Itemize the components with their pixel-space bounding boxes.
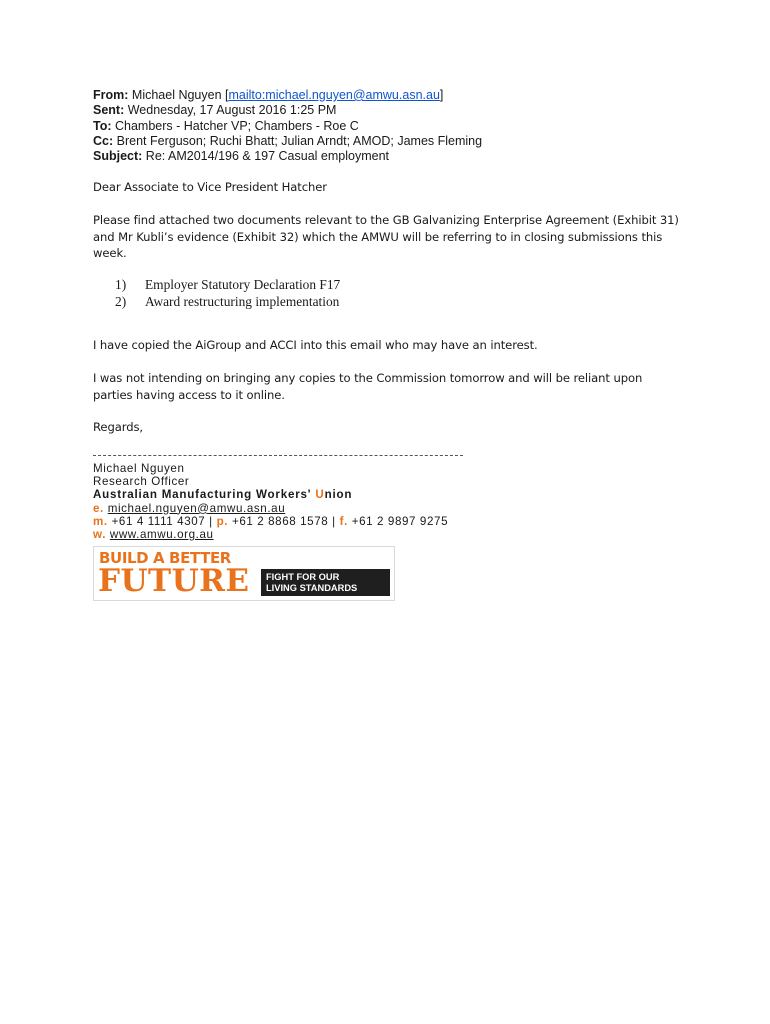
cc-label: Cc:	[93, 133, 114, 148]
signature-title: Research Officer	[93, 475, 190, 489]
signature-block	[93, 449, 513, 541]
signature-name: Michael Nguyen	[93, 462, 185, 475]
email-header	[93, 88, 713, 164]
from-mailto-link[interactable]: mailto:michael.nguyen@amwu.asn.au	[228, 88, 440, 102]
subject-value: Re: AM2014/196 & 197 Casual employment	[145, 149, 389, 164]
campaign-banner	[93, 546, 395, 601]
sent-label: Sent:	[93, 103, 125, 118]
attachment-list	[115, 277, 340, 310]
sent-value: Wednesday, 17 August 2016 1:25 PM	[127, 103, 337, 118]
web-label: w.	[93, 528, 107, 542]
greeting: Dear Associate to Vice President Hatcher	[93, 180, 327, 194]
paragraph-copied: I have copied the AiGroup and ACCI into this email who may have an interest.	[93, 338, 538, 352]
signature-email-line	[93, 502, 513, 515]
fax-number: +61 2 9897 9275	[351, 514, 449, 528]
signature-org: Australian Manufacturing Workers' Union	[93, 488, 353, 502]
to-value: Chambers - Hatcher VP; Chambers - Roe C	[115, 118, 359, 133]
subject-label: Subject:	[93, 149, 143, 164]
sent-line	[93, 103, 713, 118]
banner-future-text: FUTURE	[98, 563, 250, 599]
from-value: Michael Nguyen [	[131, 88, 229, 102]
website-link[interactable]: www.amwu.org.au	[109, 528, 214, 542]
to-label: To:	[93, 118, 112, 133]
list-text: Award restructuring implementation	[145, 293, 340, 309]
banner-fight-line2: LIVING STANDARDS	[266, 583, 358, 593]
from-line	[93, 88, 713, 103]
banner-build-text: BUILD A BETTER	[99, 549, 231, 567]
email-label: e.	[93, 501, 104, 515]
cc-line	[93, 134, 713, 149]
cc-value: Brent Ferguson; Ruchi Bhatt; Julian Arndt; AMOD; James Fleming	[116, 133, 483, 148]
list-number: 1)	[115, 277, 127, 292]
to-line	[93, 119, 713, 134]
mobile-number: +61 4 1111 4307	[111, 514, 206, 528]
from-label: From:	[93, 88, 129, 102]
paragraph-attachments: Please find attached two documents relevant to the GB Galvanizing Enterprise Agreement (Exhibit 31) and Mr Kubli’s evidence (Exhibit 32) which the AMWU will be referring to in closing submissions this week.	[93, 213, 679, 261]
phone-number: +61 2 8868 1578	[231, 514, 329, 528]
signature-email-link[interactable]: michael.nguyen@amwu.asn.au	[107, 501, 286, 515]
banner-fight-line1: FIGHT FOR OUR	[266, 572, 340, 582]
signature-web-line	[93, 528, 513, 541]
banner-fight-box	[261, 569, 390, 596]
list-text: Employer Statutory Declaration F17	[145, 277, 341, 292]
closing: Regards,	[93, 420, 143, 434]
signature-phone-line: m. +61 4 1111 4307 | p. +61 2 8868 1578 | f. +61 2 9897 9275	[93, 514, 449, 528]
from-close: ]	[439, 88, 444, 102]
paragraph-commission: I was not intending on bringing any copies to the Commission tomorrow and will be reliant upon parties having access to it online.	[93, 371, 643, 402]
list-item	[115, 294, 340, 311]
list-number: 2)	[115, 293, 127, 309]
list-item	[115, 277, 340, 294]
signature-divider	[93, 455, 463, 456]
subject-line	[93, 149, 713, 164]
